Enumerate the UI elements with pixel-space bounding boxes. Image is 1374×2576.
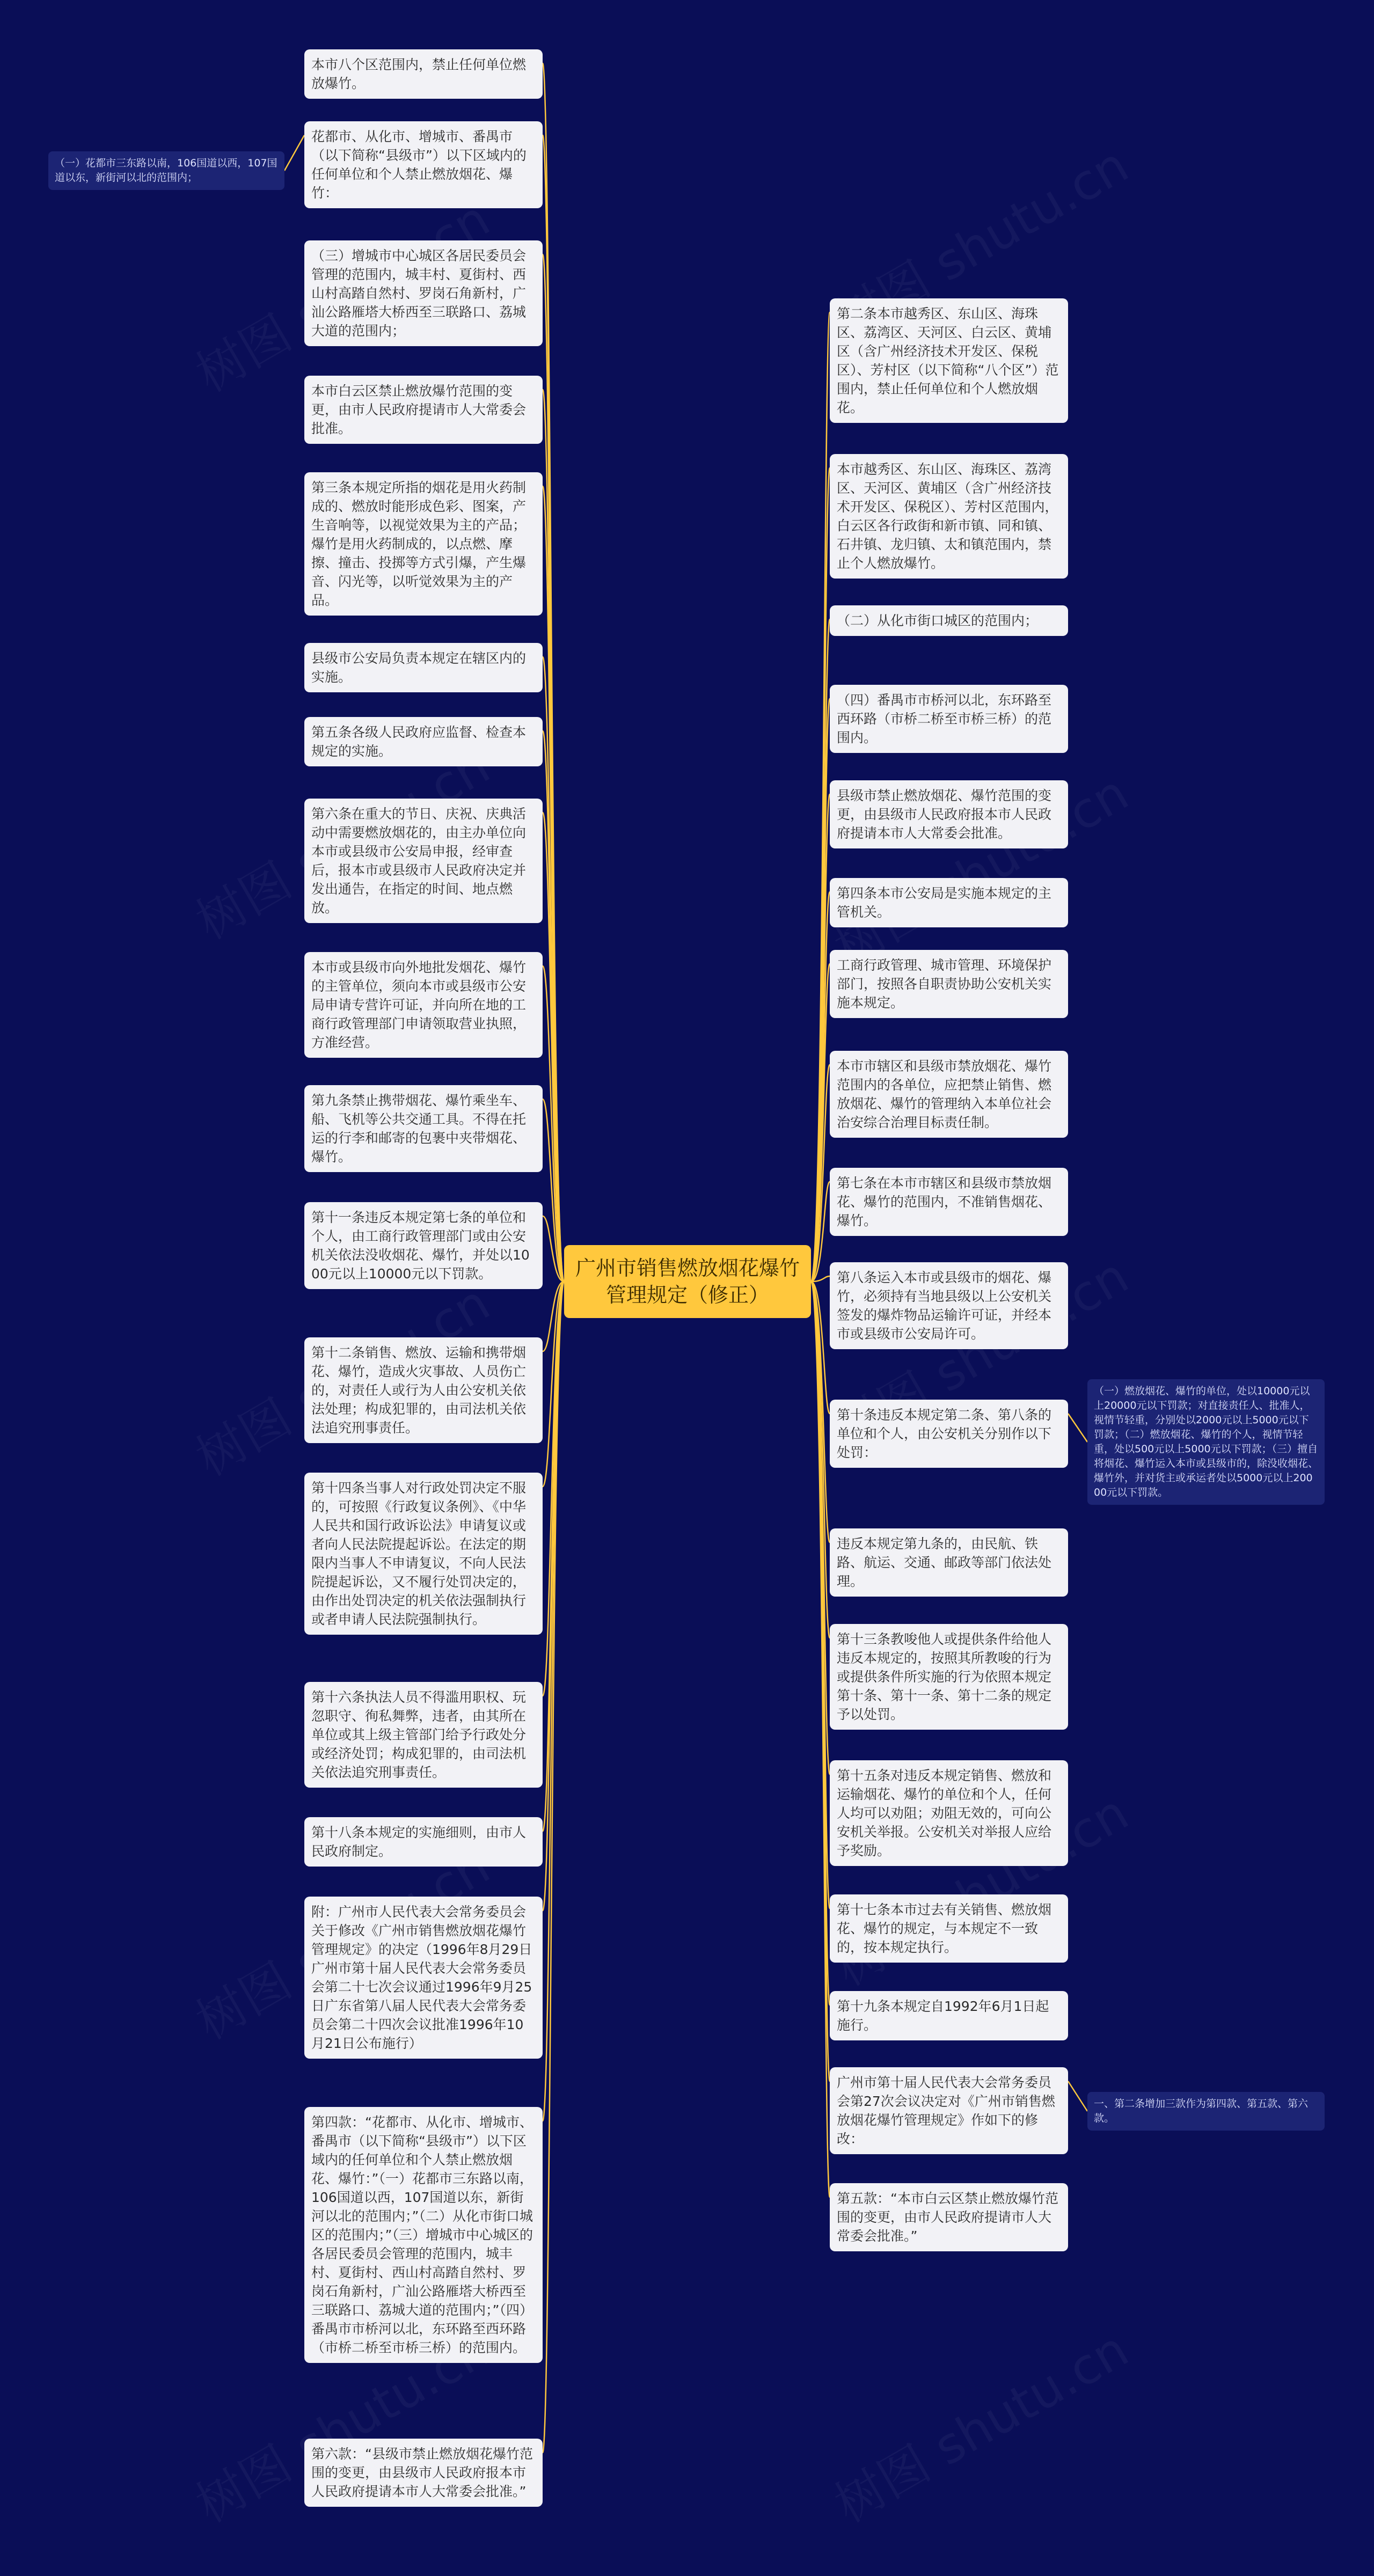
right-branch-node[interactable]: 广州市第十届人民代表大会常务委员会第27次会议决定对《广州市销售燃放烟花爆竹管理规定》作如下的修改： <box>830 2067 1068 2154</box>
left-branch-node[interactable]: 第六条在重大的节日、庆祝、庆典活动中需要燃放烟花的，由主办单位向本市或县级市公安局申报，经审查后，报本市或县级市人民政府决定并发出通告，在指定的时间、地点燃放。 <box>304 799 543 923</box>
right-branch-node[interactable]: 县级市禁止燃放烟花、爆竹范围的变更，由县级市人民政府报本市人民政府提请本市人大常委会批准。 <box>830 780 1068 848</box>
left-branch-node[interactable]: 附：广州市人民代表大会常务委员会关于修改《广州市销售燃放烟花爆竹管理规定》的决定（1996年8月29日广州市第十届人民代表大会常务委员会第二十七次会议通过1996年9月25日广东省第八届人民代表大会常务委员会第二十四次会议批准1996年10月21日公布施行） <box>304 1897 543 2059</box>
right-branch-node[interactable]: 本市市辖区和县级市禁放烟花、爆竹范围内的各单位，应把禁止销售、燃放烟花、爆竹的管理纳入本单位社会治安综合治理目标责任制。 <box>830 1051 1068 1138</box>
left-branch-node[interactable]: 县级市公安局负责本规定在辖区内的实施。 <box>304 643 543 692</box>
right-branch-node[interactable]: （二）从化市街口城区的范围内； <box>830 605 1068 636</box>
left-branch-node[interactable]: 本市白云区禁止燃放爆竹范围的变更，由市人民政府提请市人大常委会批准。 <box>304 376 543 444</box>
right-note[interactable]: （一）燃放烟花、爆竹的单位，处以10000元以上20000元以下罚款；对直接责任人、批准人，视情节轻重，分别处以2000元以上5000元以下罚款；（二）燃放烟花、爆竹的个人，视情节轻重，处以500元以上5000元以下罚款；（三）擅自将烟花、爆竹运入本市或县级市的，除没收烟花、爆竹外，并对货主或承运者处以5000元以上20000元以下罚款。 <box>1087 1379 1325 1505</box>
left-note[interactable]: （一）花都市三东路以南，106国道以西，107国道以东，新街河以北的范围内； <box>48 151 284 190</box>
left-branch-node[interactable]: 第十一条违反本规定第七条的单位和个人，由工商行政管理部门或由公安机关依法没收烟花、爆竹，并处以1000元以上10000元以下罚款。 <box>304 1202 543 1289</box>
right-branch-node[interactable]: 第十七条本市过去有关销售、燃放烟花、爆竹的规定，与本规定不一致的，按本规定执行。 <box>830 1894 1068 1963</box>
right-note[interactable]: 一、第二条增加三款作为第四款、第五款、第六款。 <box>1087 2092 1325 2131</box>
left-branch-node[interactable]: 花都市、从化市、增城市、番禺市（以下简称“县级市”）以下区域内的任何单位和个人禁止燃放烟花、爆竹： <box>304 121 543 208</box>
left-branch-node[interactable]: 第十六条执法人员不得滥用职权、玩忽职守、徇私舞弊，违者，由其所在单位或其上级主管部门给予行政处分或经济处罚；构成犯罪的，由司法机关依法追究刑事责任。 <box>304 1682 543 1788</box>
right-branch-node[interactable]: 本市越秀区、东山区、海珠区、荔湾区、天河区、黄埔区（含广州经济技术开发区、保税区）、芳村区范围内，白云区各行政街和新市镇、同和镇、石井镇、龙归镇、太和镇范围内，禁止个人燃放爆竹。 <box>830 454 1068 579</box>
left-branch-node[interactable]: 第十二条销售、燃放、运输和携带烟花、爆竹，造成火灾事故、人员伤亡的，对责任人或行为人由公安机关依法处理；构成犯罪的，由司法机关依法追究刑事责任。 <box>304 1337 543 1443</box>
right-branch-node[interactable]: 第五款：“本市白云区禁止燃放爆竹范围的变更，由市人民政府提请市人大常委会批准。” <box>830 2183 1068 2251</box>
left-branch-node[interactable]: 第三条本规定所指的烟花是用火药制成的、燃放时能形成色彩、图案，产生音响等，以视觉效果为主的产品；爆竹是用火药制成的，以点燃、摩擦、撞击、投掷等方式引爆，产生爆音、闪光等，以听觉效果为主的产品。 <box>304 472 543 616</box>
right-branch-node[interactable]: 第八条运入本市或县级市的烟花、爆竹，必须持有当地县级以上公安机关签发的爆炸物品运输许可证，并经本市或县级市公安局许可。 <box>830 1262 1068 1349</box>
right-branch-node[interactable]: 第十九条本规定自1992年6月1日起施行。 <box>830 1991 1068 2040</box>
right-branch-node[interactable]: 第四条本市公安局是实施本规定的主管机关。 <box>830 878 1068 927</box>
center-topic[interactable]: 广州市销售燃放烟花爆竹管理规定（修正） <box>564 1245 811 1318</box>
note-connector <box>284 135 304 171</box>
right-branch-node[interactable]: 第十三条教唆他人或提供条件给他人违反本规定的，按照其所教唆的行为或提供条件所实施的行为依照本规定第十条、第十一条、第十二条的规定予以处罚。 <box>830 1624 1068 1730</box>
right-branch-node[interactable]: 工商行政管理、城市管理、环境保护部门，按照各自职责协助公安机关实施本规定。 <box>830 950 1068 1018</box>
left-branch-node[interactable]: 本市或县级市向外地批发烟花、爆竹的主管单位，须向本市或县级市公安局申请专营许可证，并向所在地的工商行政管理部门申请领取营业执照，方准经营。 <box>304 952 543 1058</box>
left-branch-node[interactable]: （三）增城市中心城区各居民委员会管理的范围内，城丰村、夏街村、西山村高踏自然村、罗岗石角新村，广汕公路雁塔大桥西至三联路口、荔城大道的范围内； <box>304 240 543 346</box>
right-branch-node[interactable]: （四）番禺市市桥河以北，东环路至西环路（市桥二桥至市桥三桥）的范围内。 <box>830 685 1068 753</box>
right-branch-node[interactable]: 第二条本市越秀区、东山区、海珠区、荔湾区、天河区、白云区、黄埔区（含广州经济技术开发区、保税区）、芳村区（以下简称“八个区”）范围内，禁止任何单位和个人燃放烟花。 <box>830 298 1068 423</box>
left-branch-node[interactable]: 第九条禁止携带烟花、爆竹乘坐车、船、飞机等公共交通工具。不得在托运的行李和邮寄的包裹中夹带烟花、爆竹。 <box>304 1085 543 1172</box>
left-branch-node[interactable]: 第六款：“县级市禁止燃放烟花爆竹范围的变更，由县级市人民政府报本市人民政府提请本市人大常委会批准。” <box>304 2439 543 2507</box>
note-connector <box>1068 1414 1087 1442</box>
left-branch-node[interactable]: 第五条各级人民政府应监督、检查本规定的实施。 <box>304 717 543 766</box>
left-branch-node[interactable]: 第四款：“花都市、从化市、增城市、番禺市（以下简称“县级市”）以下区域内的任何单位和个人禁止燃放烟花、爆竹：”（一）花都市三东路以南，106国道以西，107国道以东，新街河以北的范围内；”（二）从化市街口城区的范围内；”（三）增城市中心城区的各居民委员会管理的范围内，城丰村、夏街村、西山村高踏自然村、罗岗石角新村，广汕公路雁塔大桥西至三联路口、荔城大道的范围内；”（四）番禺市市桥河以北，东环路至西环路（市桥二桥至市桥三桥）的范围内。 <box>304 2107 543 2363</box>
right-branch-node[interactable]: 第七条在本市市辖区和县级市禁放烟花、爆竹的范围内，不准销售烟花、爆竹。 <box>830 1168 1068 1236</box>
note-connector <box>1068 2081 1087 2111</box>
left-branch-node[interactable]: 第十八条本规定的实施细则，由市人民政府制定。 <box>304 1817 543 1867</box>
left-branch-node[interactable]: 第十四条当事人对行政处罚决定不服的，可按照《行政复议条例》、《中华人民共和国行政诉讼法》申请复议或者向人民法院提起诉讼。在法定的期限内当事人不申请复议，不向人民法院提起诉讼，又不履行处罚决定的，由作出处罚决定的机关依法强制执行或者申请人民法院强制执行。 <box>304 1473 543 1635</box>
right-branch-node[interactable]: 第十五条对违反本规定销售、燃放和运输烟花、爆竹的单位和个人，任何人均可以劝阻；劝阻无效的，可向公安机关举报。公安机关对举报人应给予奖励。 <box>830 1760 1068 1866</box>
left-branch-node[interactable]: 本市八个区范围内，禁止任何单位燃放爆竹。 <box>304 49 543 99</box>
right-branch-node[interactable]: 第十条违反本规定第二条、第八条的单位和个人，由公安机关分别作以下处罚： <box>830 1400 1068 1468</box>
right-branch-node[interactable]: 违反本规定第九条的，由民航、铁路、航运、交通、邮政等部门依法处理。 <box>830 1528 1068 1597</box>
